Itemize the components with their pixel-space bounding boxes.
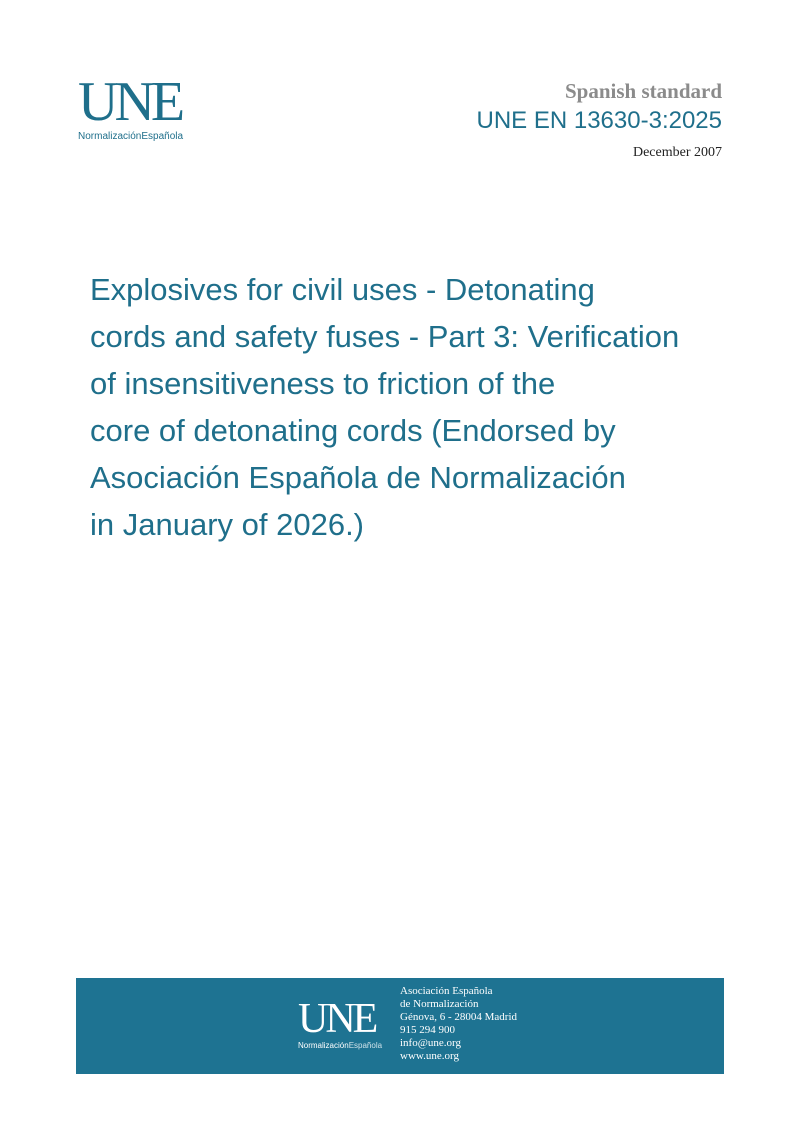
title-line: core of detonating cords (Endorsed by [90,413,616,448]
standard-header [477,78,722,162]
title-line: Asociación Española de Normalización [90,460,626,495]
footer-banner [76,978,724,1074]
title-line: of insensitiveness to friction of the [90,366,556,401]
document-title [90,266,750,548]
footer-logo-subtitle [298,1041,388,1051]
logo-subtitle-part2: Española [141,131,184,142]
footer-website-link[interactable]: www.une.org [400,1050,459,1062]
footer-email-link[interactable]: info@une.org [400,1037,461,1049]
footer-logo-subtitle-part1: Normalización [298,1041,349,1050]
title-line: Explosives for civil uses - Detonating [90,272,595,307]
footer-logo-subtitle-part2: Española [348,1041,383,1050]
footer-phone: 915 294 900 [400,1024,455,1036]
footer-org-name-line2: de Normalización [400,998,479,1010]
logo-subtitle-part1: Normalización [78,131,142,142]
title-line: cords and safety fuses - Part 3: Verification [90,319,680,354]
une-logo [78,71,198,144]
title-line: in January of 2026.) [90,507,365,542]
une-logo-mark: UNE [78,71,182,133]
footer-logo-mark: UNE [298,996,376,1042]
standard-kind: Spanish standard [565,79,722,103]
footer-address: Génova, 6 - 28004 Madrid [400,1011,518,1023]
footer-une-logo [298,998,388,1058]
standard-code: UNE EN 13630-3:2025 [476,107,722,134]
une-logo-subtitle [78,131,198,143]
footer-org-name-line1: Asociación Española [400,985,493,997]
standard-date: December 2007 [632,145,722,160]
footer-contact [400,985,517,1063]
